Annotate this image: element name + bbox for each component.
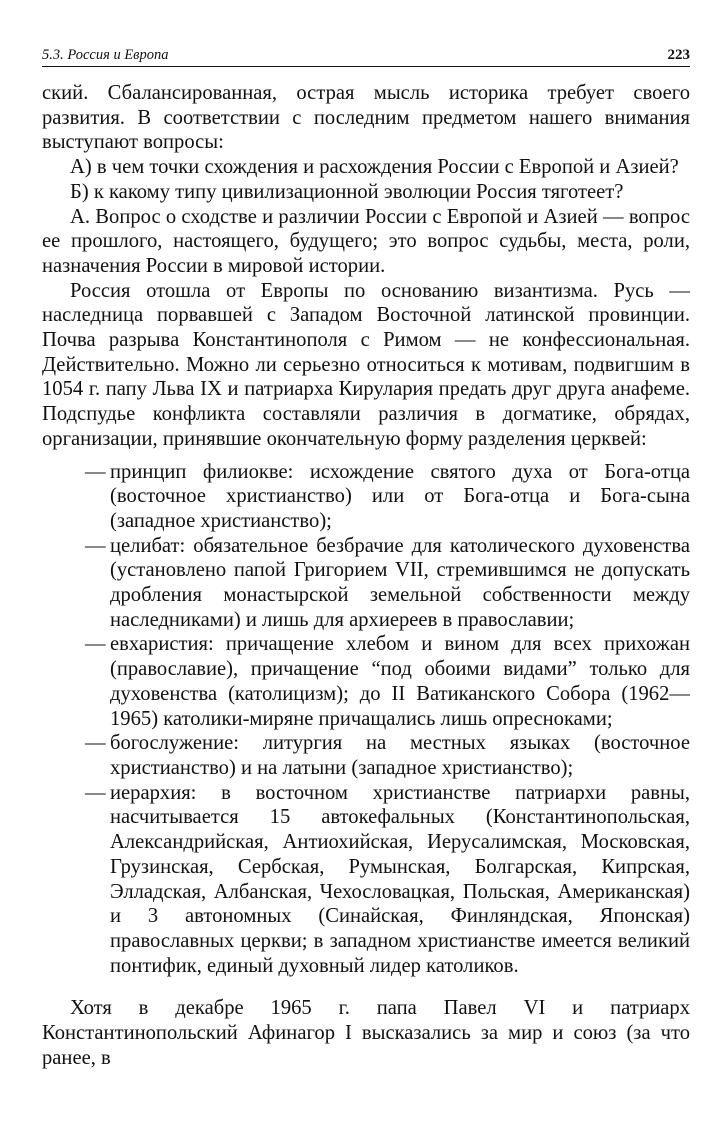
list-item-text: принцип филиокве: исхождение святого духа от Бога-отца (восточное христианство) или от Бога-отца и Бога-сына (западное христианство); [110, 460, 690, 532]
running-header [42, 38, 690, 67]
paragraph-continuation: ский. Сбалансированная, острая мысль историка требует своего развития. В соответствии с последним предметом нашего внимания выступают вопросы: [42, 82, 690, 154]
list-dash: — [85, 732, 106, 755]
list-item-text: богослужение: литургия на местных языках (восточное христианство) и на латыни (западное христианство); [110, 732, 690, 779]
paragraph-1965: Хотя в декабре 1965 г. папа Павел VI и патриарх Константинопольский Афинагор I высказались за мир и союз (за что ранее, в [42, 997, 690, 1069]
paragraph-answer-a: А. Вопрос о сходстве и различии России с Европой и Азией — вопрос ее прошлого, настоящего, будущего; это вопрос судьбы, места, роли, назначения России в мировой истории. [42, 205, 690, 277]
paragraph-byzantism: Россия отошла от Европы по основанию византизма. Русь — наследница порвавшей с Западом Восточной латинской провинции. Почва разрыва Константинополя с Римом — не конфессиональная. Действительно. Можно ли серьезно относиться к мотивам, подвигшим в 1054 г. папу Льва IX и патриарха Кирулария предать друг друга анафеме. Подспудье конфликта составляли различия в догматике, обрядах, организации, принявшие окончательную форму разделения церквей: [42, 279, 690, 450]
list-item [42, 534, 690, 633]
list-item [42, 731, 690, 780]
differences-list [42, 460, 690, 979]
list-dash: — [85, 633, 106, 656]
list-dash: — [85, 534, 106, 557]
list-item-text: иерархия: в восточном христианстве патриархи равны, насчитывается 15 автокефальных (Константинопольская, Александрийская, Антиохийская, Иерусалимская, Московская, Грузинская, Сербская, Румынская, Болгарская, Кипрская, Элладская, Албанская, Чехословацкая, Польская, Американская) и 3 автономных (Синайская, Финляндская, Японская) православных церкви; в западном христианстве имеется великий понтифик, единый духовный лидер католиков. [110, 781, 690, 977]
section-title: 5.3. Россия и Европа [42, 47, 169, 63]
list-item-text: евхаристия: причащение хлебом и вином для всех прихожан (православие), причащение “под обоими видами” только для духовенства (католицизм); до II Ватиканского Собора (1962—1965) католики-миряне причащались лишь опресноками; [110, 633, 690, 730]
question-b: Б) к какому типу цивилизационной эволюции Россия тяготеет? [70, 180, 624, 203]
list-item [42, 632, 690, 731]
list-item [42, 781, 690, 979]
list-dash: — [85, 460, 106, 483]
page-body [42, 81, 690, 1070]
list-dash: — [85, 781, 106, 804]
page-number: 223 [667, 47, 690, 63]
question-a: А) в чем точки схождения и расхождения России с Европой и Азией? [70, 156, 679, 179]
list-item-text: целибат: обязательное безбрачие для католического духовенства (установлено папой Григорием VII, стремившимся не допускать дробления монастырской земельной собственности между наследниками) и лишь для архиереев в православии; [110, 534, 690, 631]
list-item [42, 460, 690, 534]
